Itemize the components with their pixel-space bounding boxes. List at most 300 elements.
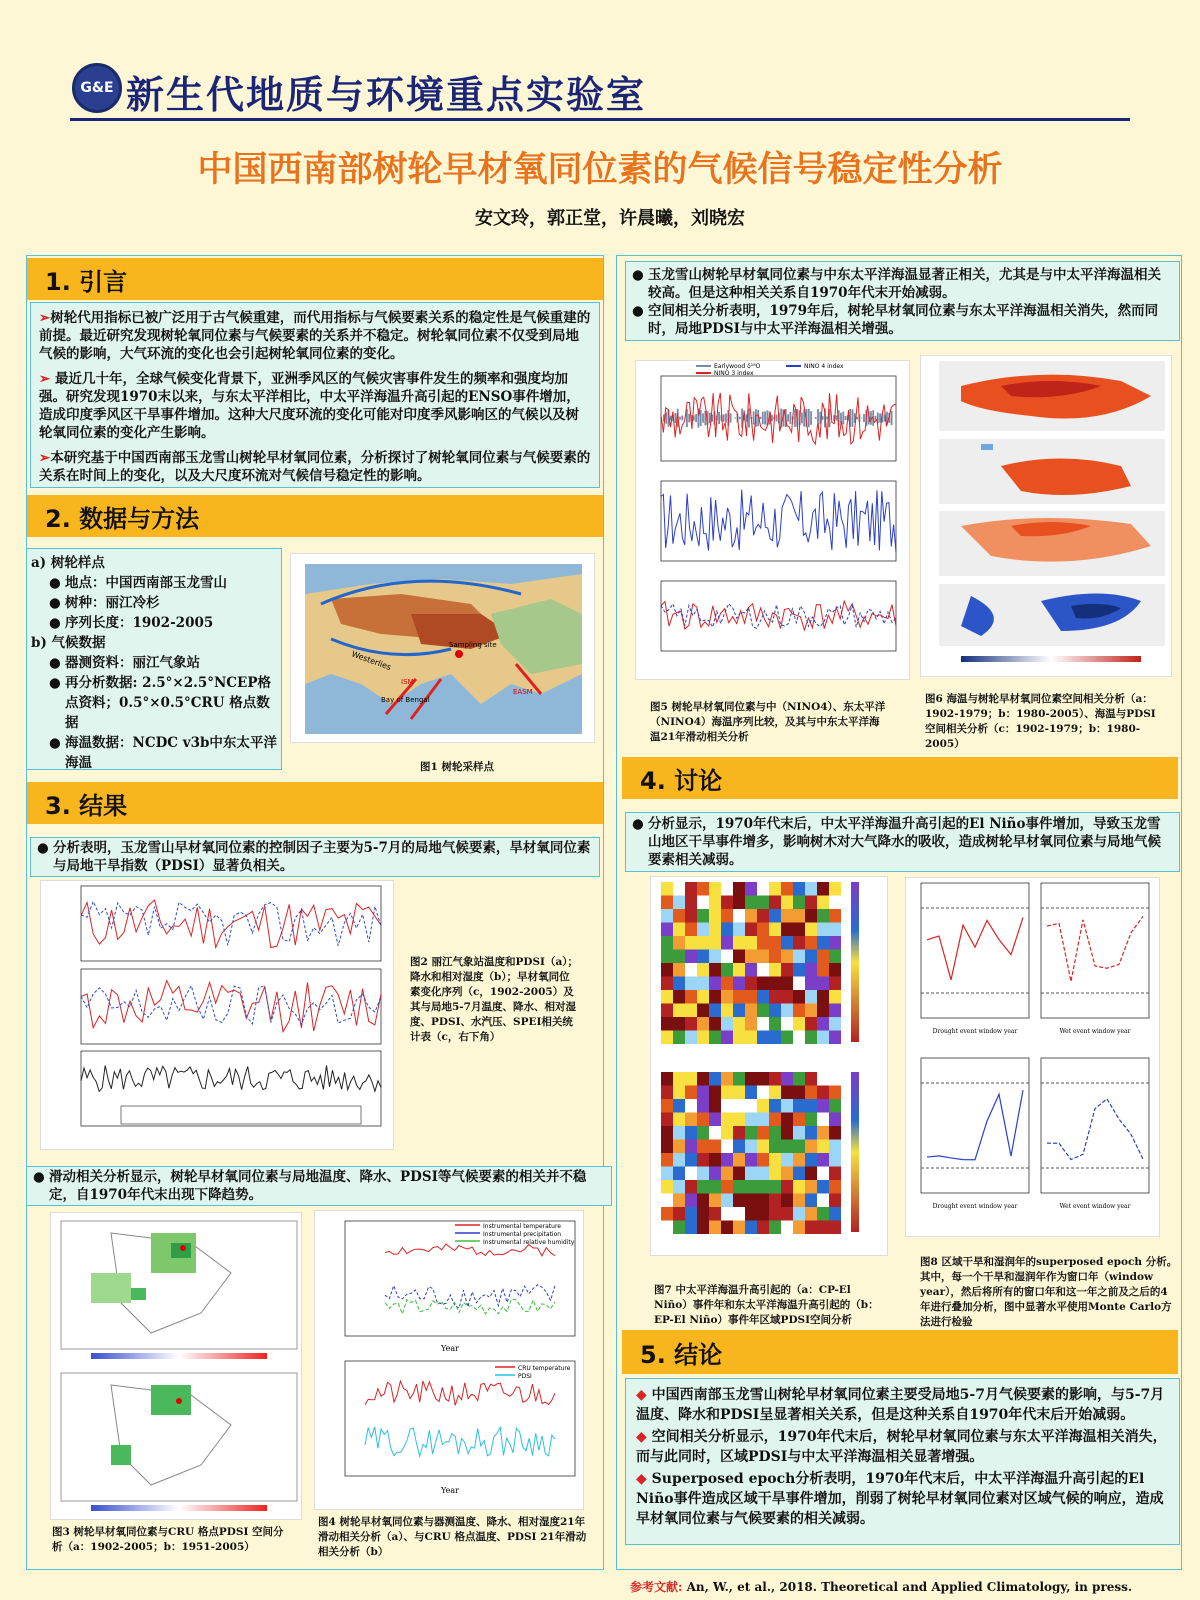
heatmap-cell	[757, 1004, 769, 1018]
heatmap-cell	[829, 1031, 841, 1045]
heatmap-cell	[793, 882, 805, 896]
plot-frame	[921, 1058, 1029, 1193]
heatmap-cell	[769, 1113, 781, 1127]
bar	[801, 413, 803, 424]
data-item: ● 海温数据：NCDC v3b中东太平洋海温	[49, 735, 277, 771]
heatmap-cell	[733, 977, 745, 991]
heatmap-cell	[769, 896, 781, 910]
data-a-label: a) 树轮样点	[31, 555, 105, 571]
heatmap-cell	[745, 1017, 757, 1031]
heatmap-cell	[829, 1180, 841, 1194]
data-item: ● 地点：中国西南部玉龙雪山	[49, 575, 227, 591]
heatmap-cell	[721, 1086, 733, 1100]
heatmap-cell	[661, 1031, 673, 1045]
map-label-bay: Bay of Bengal	[381, 696, 430, 704]
heatmap-cell	[697, 1113, 709, 1127]
heatmap-cell	[745, 963, 757, 977]
heatmap-cell	[781, 1126, 793, 1140]
colorbar	[851, 882, 859, 1042]
heatmap-cell	[817, 1004, 829, 1018]
heatmap-cell	[733, 1140, 745, 1154]
heatmap-cell	[733, 1031, 745, 1045]
heatmap-cell	[793, 1099, 805, 1113]
series-line	[365, 1381, 555, 1405]
heatmap-cell	[673, 963, 685, 977]
figure-8-charts	[905, 877, 1160, 1237]
heatmap-cell	[757, 1180, 769, 1194]
heatmap-cell	[709, 1017, 721, 1031]
x-axis-label: Drought event window year	[932, 1028, 1018, 1035]
heatmap-cell	[721, 963, 733, 977]
heatmap-cell	[793, 1113, 805, 1127]
bar	[753, 411, 755, 424]
heatmap-cell	[745, 882, 757, 896]
heatmap-cell	[685, 1086, 697, 1100]
heatmap-cell	[793, 936, 805, 950]
heatmap-cell	[673, 1126, 685, 1140]
heatmap-cell	[757, 896, 769, 910]
heatmap-cell	[781, 1167, 793, 1181]
heatmap-cell	[829, 1126, 841, 1140]
heatmap-cell	[709, 1167, 721, 1181]
series-line	[1047, 1099, 1143, 1160]
bar	[760, 417, 762, 419]
figure-1-map	[290, 553, 595, 743]
heatmap-cell	[793, 977, 805, 991]
figure-7-caption: 图7 中太平洋海温升高引起的（a：CP-El Niño）事件年和东太平洋海温升高引起的（b：EP-El Niño）事件年区域PDSI空间分析	[654, 1284, 879, 1326]
heatmap-cell	[697, 1221, 709, 1235]
heatmap-cell	[829, 1113, 841, 1127]
heatmap-cell	[805, 1004, 817, 1018]
heatmap-cell	[781, 1180, 793, 1194]
legend-label: Instrumental relative humidity	[483, 1239, 575, 1246]
plot-frame	[1041, 1058, 1149, 1193]
heatmap-cell	[697, 896, 709, 910]
heatmap-cell	[805, 1017, 817, 1031]
heatmap-cell	[817, 1072, 829, 1086]
heatmap-cell	[721, 1221, 733, 1235]
heatmap-cell	[805, 909, 817, 923]
heatmap-cell	[793, 950, 805, 964]
heatmap-cell	[757, 1194, 769, 1208]
heatmap-cell	[769, 1099, 781, 1113]
x-axis-label: Wet event window year	[1059, 1028, 1131, 1035]
heatmap-cell	[829, 896, 841, 910]
bar	[695, 414, 697, 422]
heatmap-cell	[721, 1113, 733, 1127]
series-line	[81, 981, 381, 1032]
heatmap-cell	[697, 977, 709, 991]
heatmap-cell	[805, 1113, 817, 1127]
heatmap-cell	[817, 1031, 829, 1045]
figure-1-caption: 图1 树轮采样点	[420, 761, 494, 773]
heatmap-cell	[757, 1153, 769, 1167]
reference-label: 参考文献:	[630, 1580, 683, 1594]
heatmap-cell	[805, 1031, 817, 1045]
heatmap-cell	[697, 963, 709, 977]
heatmap-cell	[817, 1017, 829, 1031]
bar	[808, 409, 810, 427]
heatmap-cell	[817, 950, 829, 964]
heatmap-cell	[709, 1072, 721, 1086]
section-data-heading: 2. 数据与方法	[27, 495, 603, 537]
section-intro-heading: 1. 引言	[27, 258, 603, 300]
heatmap-cell	[817, 909, 829, 923]
heatmap-cell	[793, 990, 805, 1004]
conclusion-textbox	[625, 1378, 1180, 1545]
heatmap-cell	[805, 950, 817, 964]
heatmap-cell	[769, 977, 781, 991]
legend-label: CRU temperature	[518, 1365, 571, 1372]
heatmap-cell	[757, 963, 769, 977]
heatmap-cell	[661, 963, 673, 977]
bar	[879, 413, 881, 422]
intro-paragraph: ➢树轮代用指标已被广泛用于古气候重建，而代用指标与气候要素关系的稳定性是气候重建的前提。最近研究发现树轮氧同位素与气候要素的关系并不稳定。树轮氧同位素不仅受到局地气候的影响，大气环流的变化也会引起树轮氧同位素的变化。	[39, 310, 591, 362]
heatmap-cell	[781, 1086, 793, 1100]
heatmap-cell	[709, 1113, 721, 1127]
legend-label: Instrumental temperature	[483, 1223, 561, 1230]
heatmap-cell	[769, 1194, 781, 1208]
bar	[739, 417, 741, 420]
heatmap-cell	[781, 977, 793, 991]
heatmap-cell	[745, 1180, 757, 1194]
heatmap-cell	[673, 1140, 685, 1154]
heatmap-cell	[685, 1140, 697, 1154]
heatmap-cell	[793, 1153, 805, 1167]
heatmap-cell	[817, 1113, 829, 1127]
heatmap-cell	[745, 1194, 757, 1208]
heatmap-cell	[805, 1194, 817, 1208]
bar	[891, 411, 893, 425]
heatmap-cell	[709, 977, 721, 991]
heatmap-cell	[793, 1017, 805, 1031]
heatmap-cell	[709, 950, 721, 964]
heatmap-cell	[661, 1221, 673, 1235]
heatmap-cell	[781, 950, 793, 964]
heatmap-cell	[733, 1221, 745, 1235]
heatmap-cell	[745, 909, 757, 923]
heatmap-cell	[697, 909, 709, 923]
heatmap-cell	[757, 1099, 769, 1113]
heatmap-cell	[745, 936, 757, 950]
heatmap-cell	[661, 896, 673, 910]
heatmap-cell	[661, 936, 673, 950]
heatmap-cell	[793, 1194, 805, 1208]
heatmap-cell	[745, 1221, 757, 1235]
section-results-heading: 3. 结果	[27, 782, 603, 824]
plot-frame	[661, 481, 896, 561]
bar	[836, 415, 838, 420]
figure-7-maps	[650, 876, 888, 1256]
heatmap-cell	[661, 1140, 673, 1154]
heatmap-cell	[673, 909, 685, 923]
heatmap-cell	[793, 1207, 805, 1221]
series-line	[365, 1427, 555, 1456]
bar	[845, 416, 847, 420]
bar	[681, 416, 683, 421]
heatmap-cell	[697, 1207, 709, 1221]
heatmap-cell	[709, 1194, 721, 1208]
heatmap-cell	[697, 936, 709, 950]
heatmap-cell	[769, 1153, 781, 1167]
heatmap-cell	[709, 1086, 721, 1100]
heatmap-cell	[721, 1031, 733, 1045]
heatmap-cell	[697, 990, 709, 1004]
series-line	[81, 1065, 381, 1091]
heatmap-cell	[781, 1153, 793, 1167]
heatmap-cell	[685, 950, 697, 964]
heatmap-cell	[673, 1180, 685, 1194]
heatmap-cell	[805, 963, 817, 977]
heatmap-cell	[661, 1153, 673, 1167]
heatmap-cell	[721, 909, 733, 923]
authors: 安文玲，郭正堂，许晨曦，刘晓宏	[475, 208, 745, 229]
heatmap-cell	[709, 1126, 721, 1140]
heatmap-cell	[817, 1140, 829, 1154]
heatmap-cell	[745, 1140, 757, 1154]
heatmap-cell	[805, 1072, 817, 1086]
heatmap-cell	[769, 1180, 781, 1194]
bar	[852, 409, 854, 426]
heatmap-cell	[721, 1072, 733, 1086]
heatmap-cell	[673, 896, 685, 910]
heatmap-cell	[721, 977, 733, 991]
heatmap-cell	[661, 977, 673, 991]
bar	[822, 416, 824, 420]
map-label-westerlies: Westerlies	[350, 649, 393, 673]
heatmap-cell	[721, 936, 733, 950]
heatmap-cell	[673, 1072, 685, 1086]
lab-logo: G&E	[72, 63, 122, 113]
colorbar	[851, 1072, 859, 1232]
heatmap-cell	[817, 936, 829, 950]
heatmap-cell	[709, 1099, 721, 1113]
legend-label: NINO 3 index	[714, 370, 754, 377]
heatmap-cell	[673, 1004, 685, 1018]
heatmap-cell	[709, 1004, 721, 1018]
bar	[790, 412, 792, 424]
heatmap-cell	[769, 1072, 781, 1086]
heatmap-cell	[757, 950, 769, 964]
heatmap-cell	[733, 1207, 745, 1221]
heatmap-cell	[709, 936, 721, 950]
map-label-site: Sampling site	[449, 641, 497, 649]
bar	[764, 411, 766, 424]
heatmap-cell	[685, 1221, 697, 1235]
heatmap-cell	[685, 1180, 697, 1194]
heatmap-cell	[805, 1099, 817, 1113]
heatmap-cell	[793, 909, 805, 923]
heatmap-cell	[685, 1153, 697, 1167]
series-line	[661, 490, 896, 553]
heatmap-cell	[733, 1017, 745, 1031]
heatmap-cell	[685, 1113, 697, 1127]
series-line	[1047, 916, 1143, 981]
heatmap-cell	[721, 1207, 733, 1221]
conclusion-item: ◆ 空间相关分析显示，1970年代末后，树轮早材氧同位素与东太平洋海温相关消失，而与此同时，区域PDSI与中太平洋海温相关显著增强。	[636, 1429, 1167, 1465]
heatmap-cell	[721, 1126, 733, 1140]
heatmap-cell	[745, 1072, 757, 1086]
heatmap-cell	[709, 1221, 721, 1235]
heatmap-cell	[805, 1207, 817, 1221]
heatmap-cell	[745, 923, 757, 937]
stats-table	[121, 1106, 361, 1124]
heatmap-cell	[817, 1099, 829, 1113]
figure-2-caption: 图2 丽江气象站温度和PDSI（a）；降水和相对湿度（b）；早材氧同位素变化序列（c，1902-2005）及其与局地5-7月温度、降水、相对湿度、PDSI、水汽压、SPEI相关统计表（c，右下角）	[410, 956, 579, 1043]
heatmap-cell	[673, 923, 685, 937]
heatmap-cell	[781, 1031, 793, 1045]
heatmap-cell	[697, 1031, 709, 1045]
bar	[734, 418, 736, 419]
series-line	[81, 900, 381, 948]
bar	[861, 418, 863, 419]
heatmap-cell	[829, 1099, 841, 1113]
x-axis-label: Year	[441, 1486, 459, 1495]
heatmap-cell	[709, 1180, 721, 1194]
heatmap-cell	[817, 963, 829, 977]
heatmap-cell	[661, 950, 673, 964]
heatmap-cell	[817, 1221, 829, 1235]
heatmap-cell	[685, 1072, 697, 1086]
heatmap-cell	[745, 1004, 757, 1018]
intro-paragraph: ➢ 最近几十年，全球气候变化背景下，亚洲季风区的气候灾害事件发生的频率和强度均加强。研究发现1970末以来，与东太平洋相比，中太平洋海温升高引起的ENSO事件增加，造成印度季风区干旱事件增加。这种大尺度环流的变化可能对印度季风影响区的气候以及树轮氧同位素的变化产生影响。	[39, 371, 580, 441]
heatmap-cell	[829, 882, 841, 896]
heatmap-cell	[709, 882, 721, 896]
heatmap-cell	[829, 909, 841, 923]
figure-4-chart	[314, 1210, 584, 1510]
heatmap-cell	[745, 896, 757, 910]
heatmap-cell	[733, 1113, 745, 1127]
bar	[810, 411, 812, 425]
heatmap-cell	[661, 1194, 673, 1208]
bar	[771, 415, 773, 421]
heatmap-cell	[661, 882, 673, 896]
heatmap-cell	[829, 950, 841, 964]
bar	[675, 413, 677, 423]
bar	[679, 417, 681, 420]
heatmap-cell	[697, 1017, 709, 1031]
heatmap-cell	[805, 1221, 817, 1235]
heatmap-cell	[781, 1113, 793, 1127]
plot-frame	[345, 1361, 575, 1476]
heatmap-cell	[769, 1207, 781, 1221]
heatmap-cell	[793, 1180, 805, 1194]
heatmap-cell	[817, 1180, 829, 1194]
heatmap-cell	[685, 882, 697, 896]
heatmap-cell	[673, 936, 685, 950]
heatmap-cell	[781, 896, 793, 910]
heatmap-cell	[781, 1072, 793, 1086]
heatmap-cell	[733, 1099, 745, 1113]
heatmap-cell	[697, 1167, 709, 1181]
heatmap-cell	[829, 1072, 841, 1086]
heatmap-cell	[685, 1194, 697, 1208]
heatmap-cell	[709, 963, 721, 977]
heatmap-cell	[829, 963, 841, 977]
heatmap-cell	[733, 923, 745, 937]
results-bullet-2: ● 滑动相关分析显示，树轮早材氧同位素与局地温度、降水、PDSI等气候要素的相关并不稳定，自1970年代末出现下降趋势。	[26, 1166, 612, 1206]
results-bullet-1: ● 分析表明，玉龙雪山早材氧同位素的控制因子主要为5-7月的局地气候要素，旱材氧同位素与局地干旱指数（PDSI）显著负相关。	[30, 837, 600, 877]
heatmap-cell	[769, 1221, 781, 1235]
heatmap-cell	[685, 1017, 697, 1031]
heatmap-cell	[661, 1017, 673, 1031]
heatmap-cell	[697, 1180, 709, 1194]
right-bullet: ● 空间相关分析表明，1979年后，树轮早材氧同位素与东太平洋海温相关消失，然而同时，局地PDSI与中太平洋海温相关增强。	[632, 303, 1159, 337]
heatmap-cell	[697, 1140, 709, 1154]
heatmap-cell	[793, 1086, 805, 1100]
heatmap-cell	[697, 882, 709, 896]
heatmap-cell	[709, 990, 721, 1004]
heatmap-cell	[757, 1167, 769, 1181]
heatmap-cell	[697, 950, 709, 964]
bar	[702, 413, 704, 422]
heatmap-cell	[673, 1207, 685, 1221]
figure-2-chart	[40, 880, 394, 1150]
heatmap-cell	[673, 1113, 685, 1127]
bar	[725, 414, 727, 423]
conclusion-item: ◆ Superposed epoch分析表明，1970年代末后，中太平洋海温升高引起的El Niño事件造成区域干旱事件增加，削弱了树轮早材氧同位素对区域气候的响应，造成早材氧同位素与气候要素的相关减弱。	[636, 1471, 1164, 1527]
heatmap-cell	[661, 1113, 673, 1127]
heatmap-cell	[829, 977, 841, 991]
heatmap-cell	[685, 1099, 697, 1113]
heatmap-cell	[817, 1126, 829, 1140]
heatmap-cell	[769, 1004, 781, 1018]
heatmap-cell	[805, 1126, 817, 1140]
heatmap-cell	[673, 990, 685, 1004]
series-line	[661, 601, 896, 630]
heatmap-cell	[721, 1153, 733, 1167]
heatmap-cell	[745, 1113, 757, 1127]
bar	[730, 413, 732, 422]
heatmap-cell	[817, 882, 829, 896]
heatmap-cell	[685, 1167, 697, 1181]
figure-4-caption: 图4 树轮早材氧同位素与器测温度、降水、相对湿度21年滑动相关分析（a）、与CRU 格点温度、PDSI 21年滑动相关分析（b）	[318, 1516, 587, 1558]
heatmap-cell	[757, 1140, 769, 1154]
reference-line	[630, 1578, 1132, 1595]
legend-label: PDSI	[518, 1373, 532, 1380]
heatmap-cell	[697, 1086, 709, 1100]
heatmap-cell	[685, 923, 697, 937]
heatmap-cell	[721, 1004, 733, 1018]
heatmap-cell	[769, 1086, 781, 1100]
series-line	[927, 917, 1023, 979]
heatmap-cell	[721, 1180, 733, 1194]
heatmap-cell	[829, 1017, 841, 1031]
heatmap-cell	[829, 936, 841, 950]
heatmap-cell	[685, 1126, 697, 1140]
heatmap-cell	[757, 936, 769, 950]
heatmap-cell	[721, 990, 733, 1004]
heatmap-cell	[721, 1194, 733, 1208]
heatmap-cell	[721, 896, 733, 910]
heatmap-cell	[685, 1004, 697, 1018]
heatmap-cell	[805, 1180, 817, 1194]
legend-label: Instrumental precipitation	[483, 1231, 562, 1238]
heatmap-cell	[745, 1167, 757, 1181]
heatmap-cell	[805, 1140, 817, 1154]
heatmap-cell	[781, 1221, 793, 1235]
heatmap-cell	[733, 1194, 745, 1208]
heatmap-cell	[673, 1031, 685, 1045]
heatmap-cell	[805, 1153, 817, 1167]
heatmap-cell	[829, 1140, 841, 1154]
heatmap-cell	[829, 1004, 841, 1018]
figure-3-caption: 图3 树轮早材氧同位素与CRU 格点PDSI 空间分析（a：1902-2005；b：1951-2005）	[52, 1526, 284, 1553]
heatmap-cell	[769, 909, 781, 923]
heatmap-cell	[685, 936, 697, 950]
heatmap-cell	[721, 1167, 733, 1181]
heatmap-cell	[829, 1207, 841, 1221]
